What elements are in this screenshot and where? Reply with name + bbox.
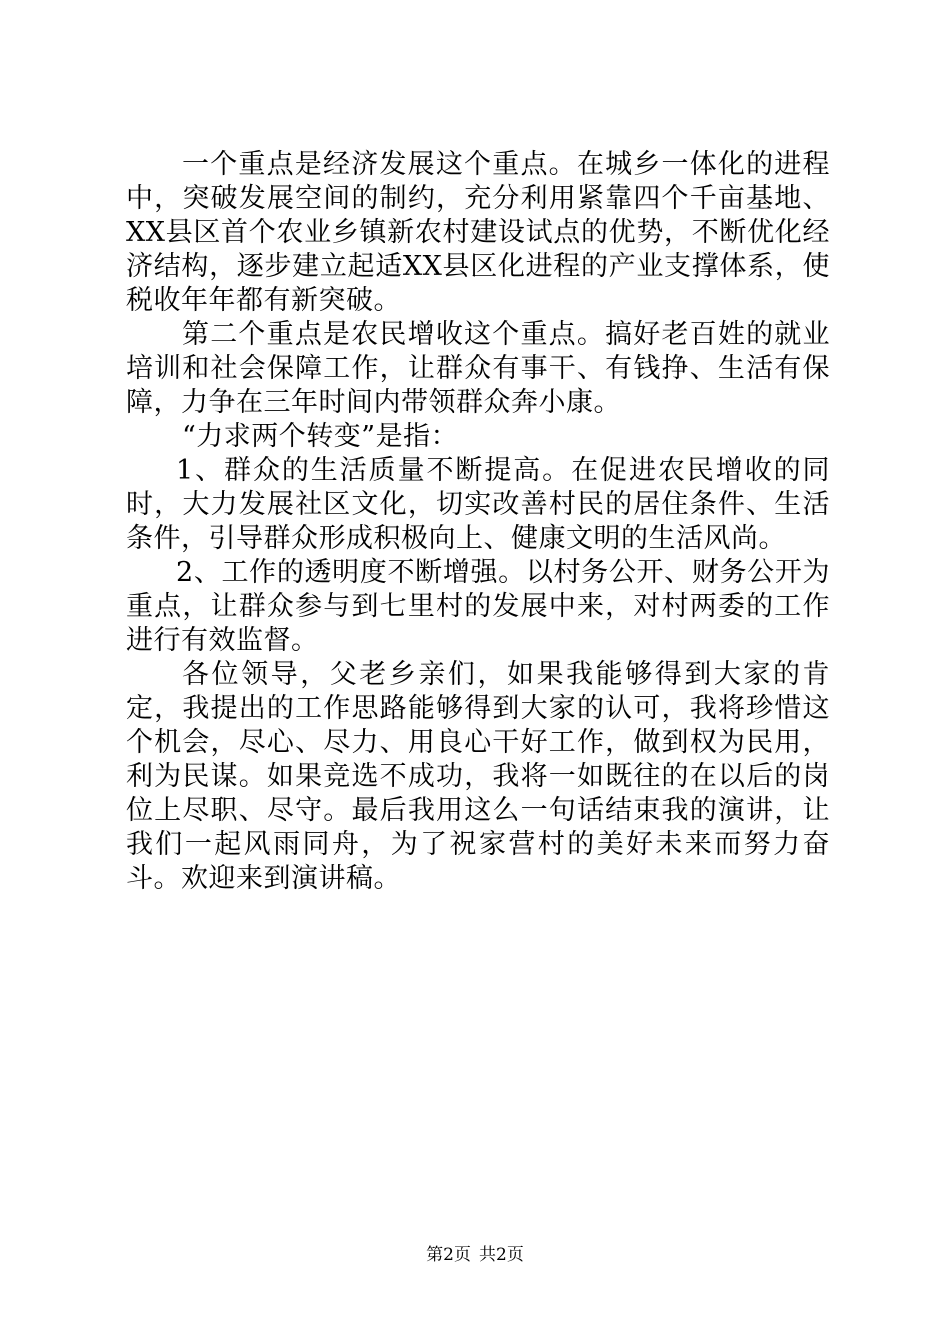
paragraph-income-focus: 第二个重点是农民增收这个重点。搞好老百姓的就业培训和社会保障工作，让群众有事干、有钱挣、生活有保障，力争在三年时间内带领群众奔小康。 bbox=[126, 319, 830, 418]
document-body bbox=[126, 148, 830, 896]
page-total: 共2页 bbox=[479, 1245, 524, 1265]
paragraph-change-1: 1、群众的生活质量不断提高。在促进农民增收的同时，大力发展社区文化，切实改善村民的居住条件、生活条件，引导群众形成积极向上、健康文明的生活风尚。 bbox=[126, 455, 830, 554]
page-footer bbox=[0, 1244, 950, 1266]
paragraph-change-2: 2、工作的透明度不断增强。以村务公开、财务公开为重点，让群众参与到七里村的发展中来，对村两委的工作进行有效监督。 bbox=[126, 557, 830, 656]
page-number: 第2页 bbox=[426, 1245, 471, 1265]
paragraph-closing: 各位领导，父老乡亲们，如果我能够得到大家的肯定，我提出的工作思路能够得到大家的认可，我将珍惜这个机会，尽心、尽力、用良心干好工作，做到权为民用，利为民谋。如果竞选不成功，我将一如既往的在以后的岗位上尽职、尽守。最后我用这么一句话结束我的演讲，让我们一起风雨同舟，为了祝家营村的美好未来而努力奋斗。欢迎来到演讲稿。 bbox=[126, 659, 830, 894]
paragraph-two-changes-heading: “力求两个转变”是指： bbox=[182, 421, 459, 452]
paragraph-economic-focus: 一个重点是经济发展这个重点。在城乡一体化的进程中，突破发展空间的制约，充分利用紧靠四个千亩基地、XX县区首个农业乡镇新农村建设试点的优势，不断优化经济结构，逐步建立起适XX县区化进程的产业支撑体系，使税收年年都有新突破。 bbox=[126, 149, 830, 316]
